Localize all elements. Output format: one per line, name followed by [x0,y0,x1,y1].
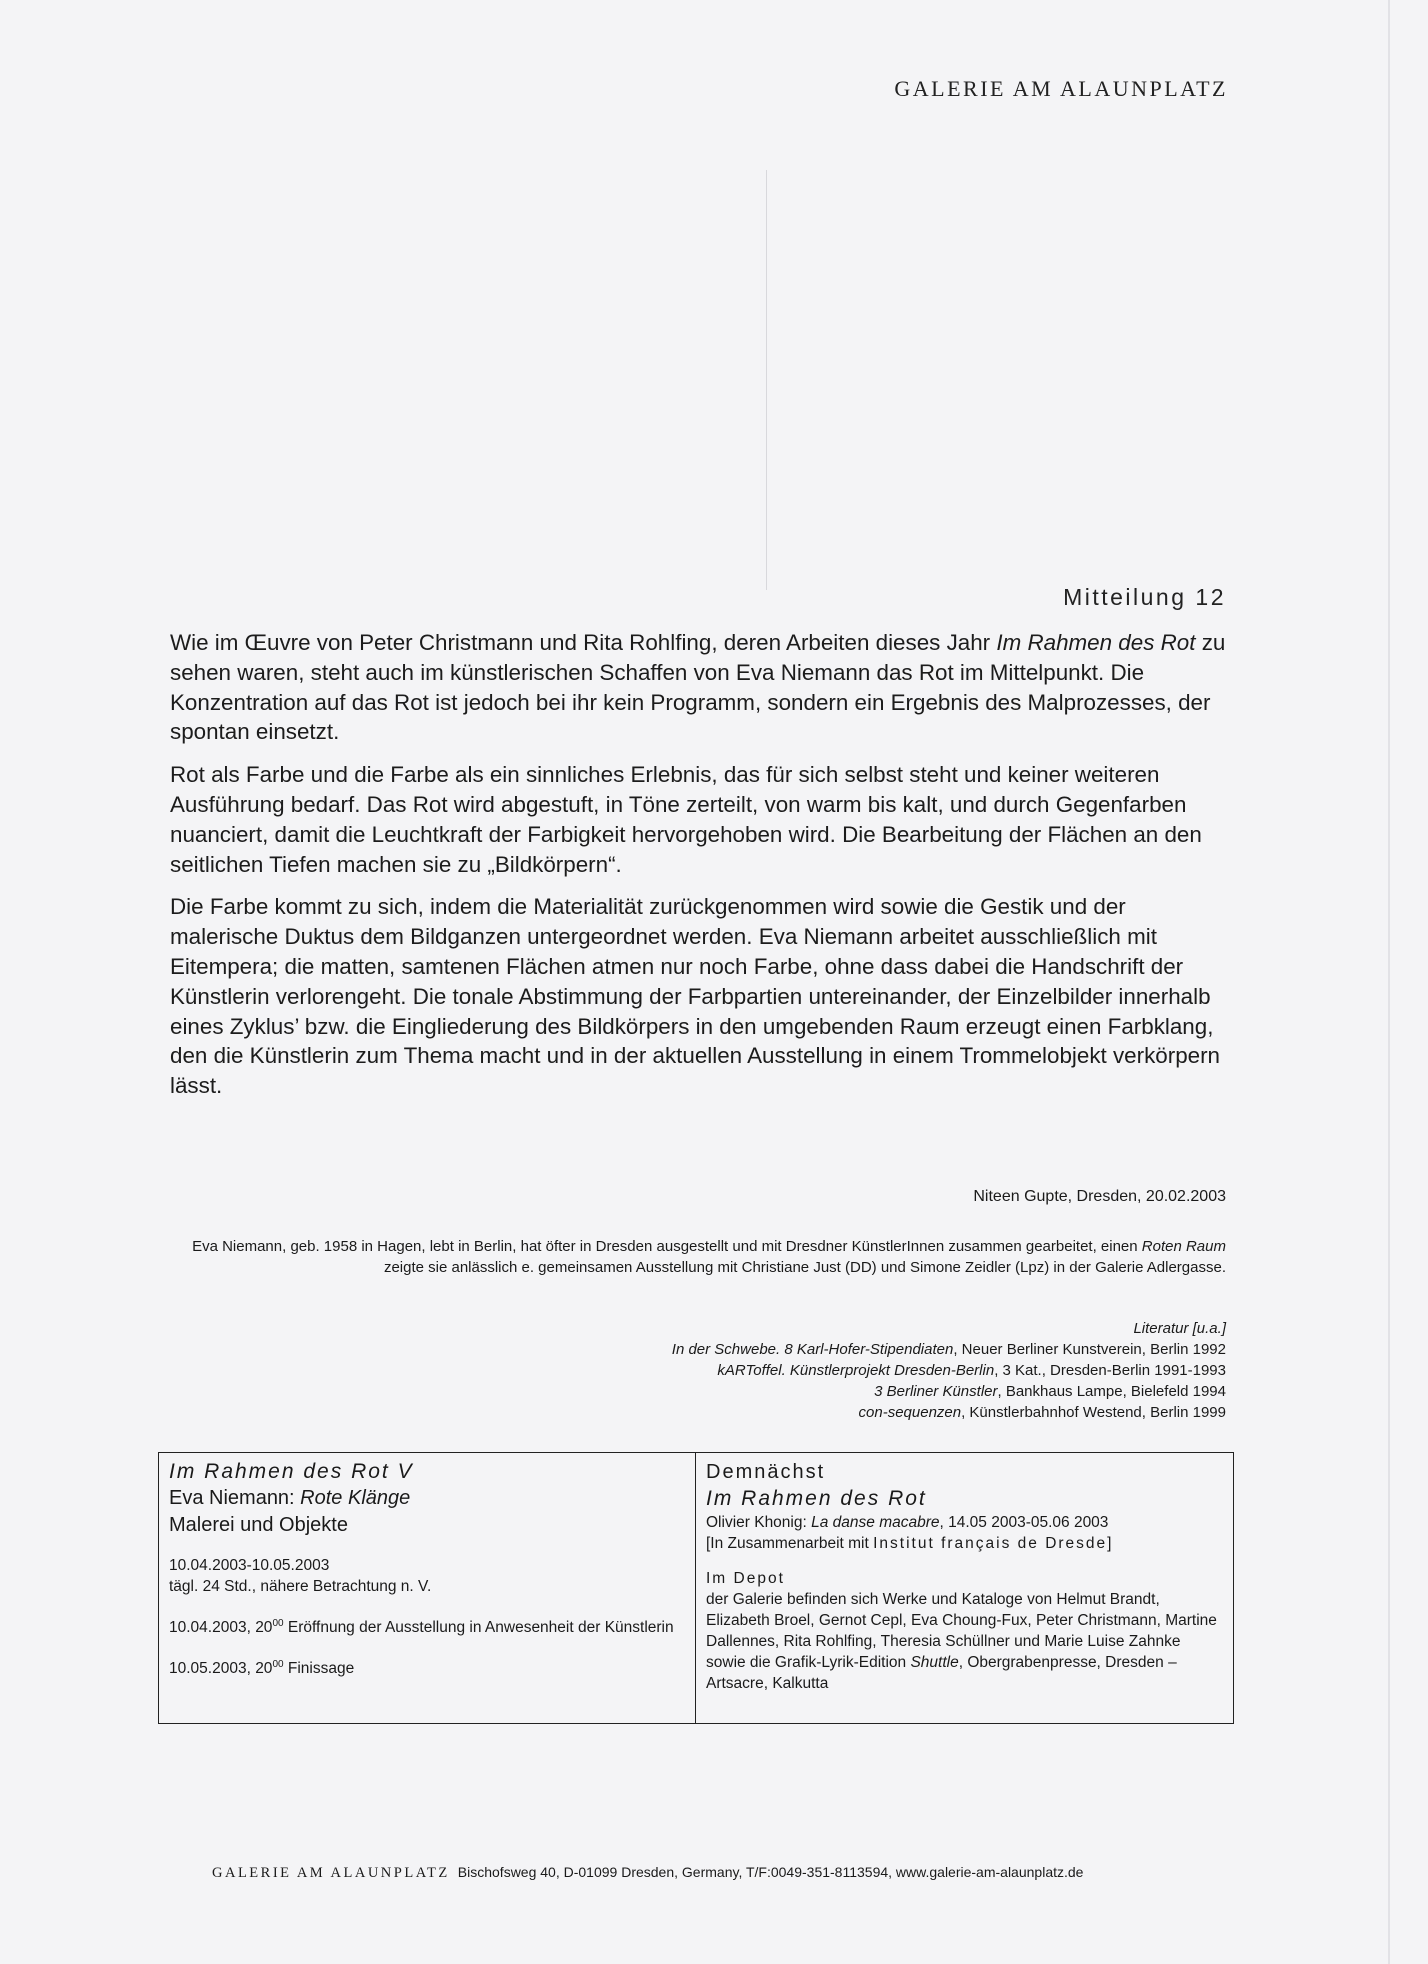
exhibition-series-title: Im Rahmen des Rot [996,630,1196,655]
depot-text: der Galerie befinden sich Werke und Kataloge von Helmut Brandt, Elizabeth Broel, Gernot Cepl, Eva Choung-Fux, Peter Christmann, Martine Dallennes, Rita Rohlfing, Theresia Schüllner und Marie Luise Zahnke sowie die Grafik-Lyrik-Edition Shuttle, Obergrabenpresse, Dresden – Artsacre, Kalkutta [706,1591,1217,1692]
footer-brand: GALERIE AM ALAUNPLATZ [212,1865,450,1881]
upcoming-heading: Demnächst [706,1461,826,1483]
footer-address: Bischofsweg 40, D-01099 Dresden, Germany, T/F:0049-351-8113594, www.galerie-am-alaunplatz.de [457,1864,1084,1880]
exhibition-hours: tägl. 24 Std., nähere Betrachtung n. V. [169,1578,432,1595]
artist-bio: Eva Niemann, geb. 1958 in Hagen, lebt in Berlin, hat öfter in Dresden ausgestellt und mit Dresdner KünstlerInnen zusammen gearbeitet, einen Roten Raum zeigte sie anlässlich e. gemeinsamen Ausstellung mit Christiane Just (DD) und Simone Zeidler (Lpz) in der Galerie Adlergasse. [192,1238,1226,1276]
exhibition-dates: 10.04.2003-10.05.2003 [169,1557,330,1574]
exhibition-title: Im Rahmen des Rot V [169,1460,414,1483]
literature-heading: Literatur [u.a.] [1133,1320,1226,1337]
paragraph-1: Wie im Œuvre von Peter Christmann und Rita Rohlfing, deren Arbeiten dieses Jahr Im Rahmen des Rot zu sehen waren, steht auch im künstlerischen Schaffen von Eva Niemann das Rot im Mittelpunkt. Die Konzentration auf das Rot ist jedoch bei ihr kein Programm, sondern ein Ergebnis des Malprozesses, der spontan einsetzt. [170,630,1226,745]
upcoming-exhibition [696,1453,1233,1723]
page-edge [1388,0,1390,1964]
paragraph-3: Die Farbe kommt zu sich, indem die Materialität zurückgenommen wird sowie die Gestik und der malerische Duktus dem Bildganzen untergeordnet werden. Eva Niemann arbeitet ausschließlich mit Eitempera; die matten, samtenen Flächen atmen nur noch Farbe, ohne dass dabei die Handschrift der Künstlerin verlorengeht. Die tonale Abstimmung der Farbpartien untereinander, der Einzelbilder innerhalb eines Zyklus’ bzw. die Eingliederung des Bildkörpers in den umgebenden Raum erzeugt einen Farbklang, den die Künstlerin zum Thema macht und in der aktuellen Ausstellung in einem Trommelobjekt verkörpern lässt. [170,894,1221,1099]
literature-item: In der Schwebe. 8 Karl-Hofer-Stipendiaten, Neuer Berliner Kunstverein, Berlin 1992 [671,1341,1226,1358]
finissage-info: 10.05.2003, $20^{00}$ Finissage [169,1659,355,1678]
exhibition-media: Malerei und Objekte [169,1514,348,1536]
upcoming-show: Olivier Khonig: La danse macabre, 14.05 2003-05.06 2003 [706,1514,1109,1531]
paragraph-2: Rot als Farbe und die Farbe als ein sinnliches Erlebnis, das für sich selbst steht und keiner weiteren Ausführung bedarf. Das Rot wird abgestuft, in Töne zerteilt, von warm bis kalt, und durch Gegenfarben nuanciert, damit die Leuchtkraft der Farbigkeit hervorgehoben wird. Die Bearbeitung der Flächen an den seitlichen Tiefen machen sie zu „Bildkörpern“. [170,762,1202,877]
upcoming-series: Im Rahmen des Rot [706,1487,927,1510]
literature-item: con-sequenzen, Künstlerbahnhof Westend, Berlin 1999 [858,1404,1226,1421]
footer [212,1864,1083,1882]
article-body [170,628,1230,1114]
literature-list [226,1318,1226,1423]
exhibition-info-box [158,1452,1234,1724]
opening-info: 10.04.2003, $20^{00}$ Eröffnung der Ausstellung in Anwesenheit der Künstlerin [169,1618,674,1637]
gallery-header: GALERIE AM ALAUNPLATZ [894,76,1228,101]
fold-line [766,170,767,590]
depot-heading: Im Depot [706,1570,785,1587]
notice-number: Mitteilung 12 [1063,584,1226,610]
current-exhibition [159,1453,696,1723]
literature-item: kARToffel. Künstlerprojekt Dresden-Berlin, 3 Kat., Dresden-Berlin 1991-1993 [717,1362,1226,1379]
upcoming-collaboration: [In Zusammenarbeit mit Institut français de Dresde] [706,1535,1112,1552]
literature-item: 3 Berliner Künstler, Bankhaus Lampe, Bielefeld 1994 [874,1383,1226,1400]
exhibition-artist: Eva Niemann: Rote Klänge [169,1487,411,1509]
author-signature: Niteen Gupte, Dresden, 20.02.2003 [973,1188,1226,1205]
